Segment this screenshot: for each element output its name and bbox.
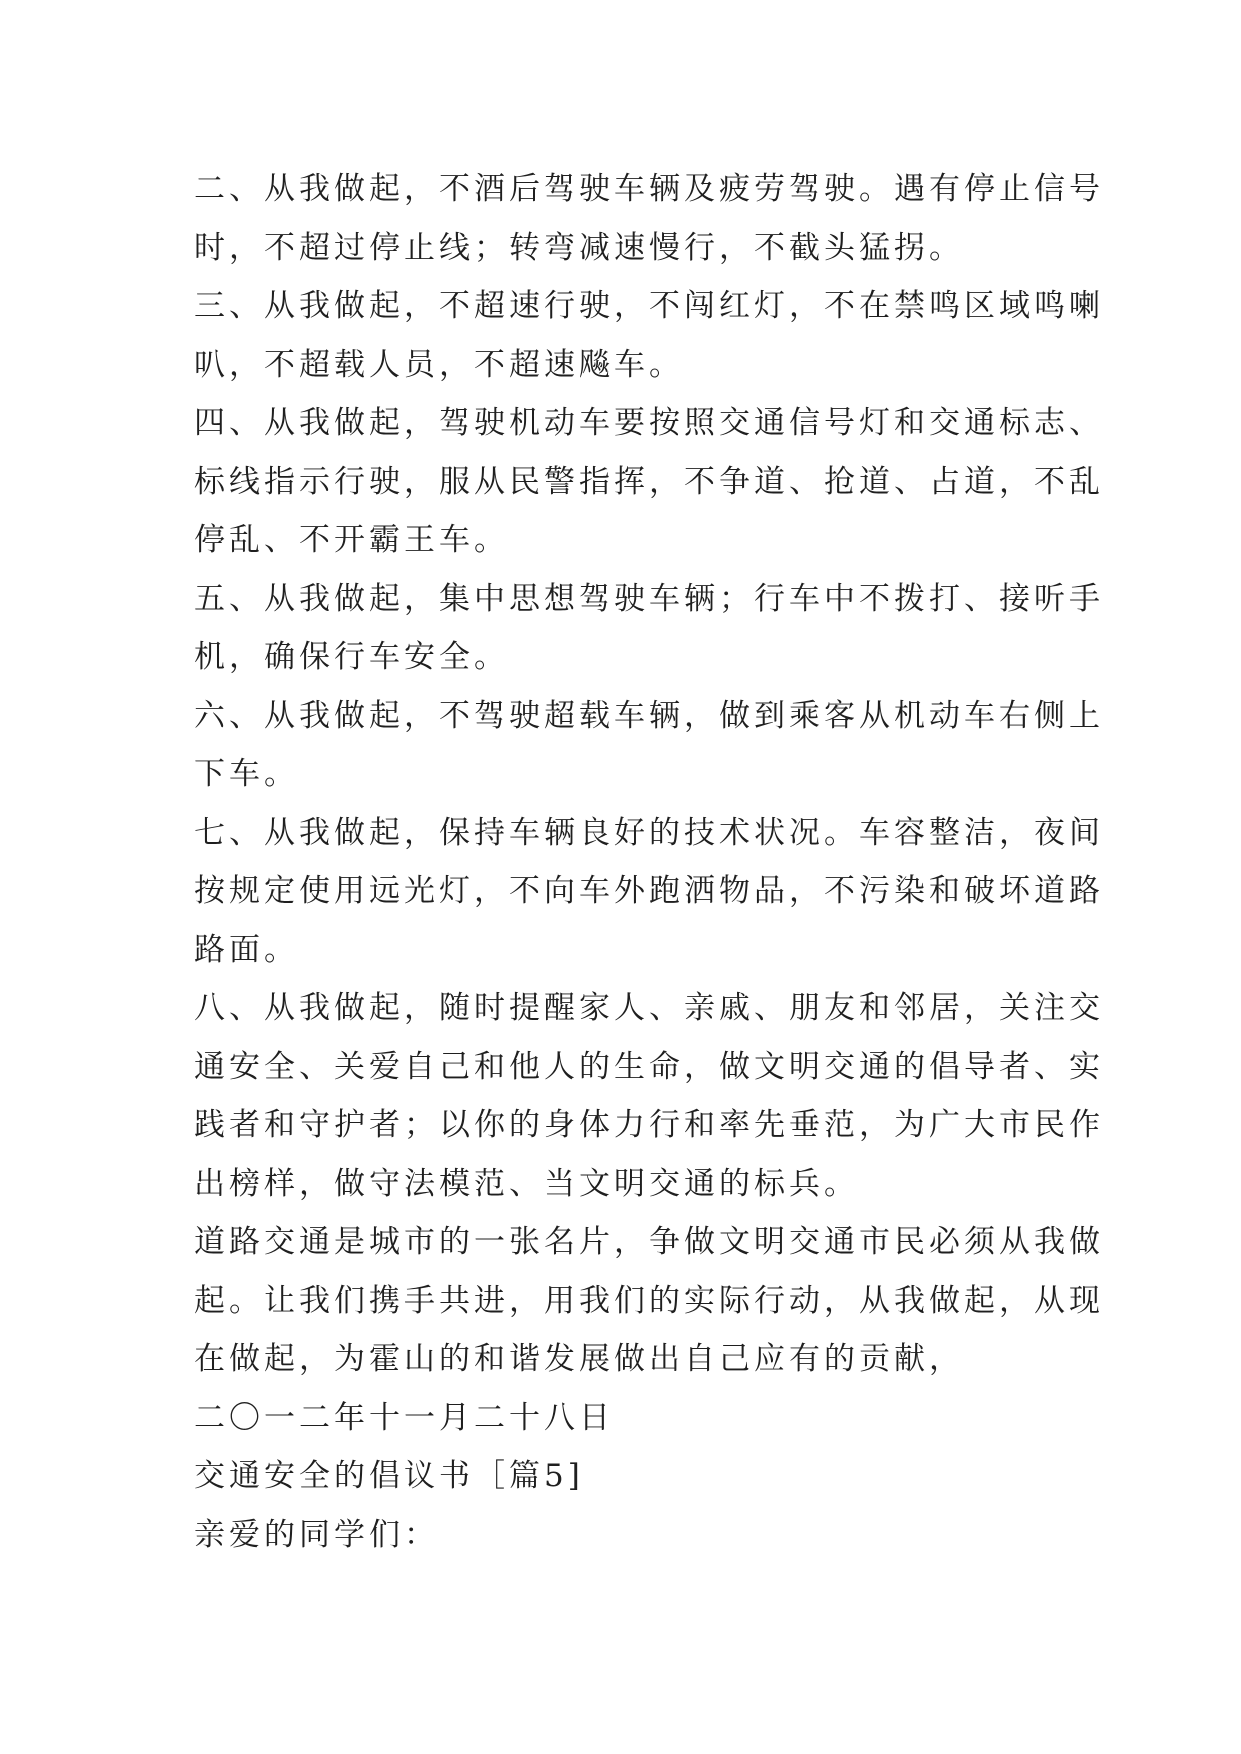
text-line: 三、从我做起，不超速行驶，不闯红灯，不在禁鸣区域鸣喇 [194, 288, 1104, 324]
text-line: 路面。 [194, 931, 299, 968]
text-line: 七、从我做起，保持车辆良好的技术状况。车容整洁，夜间 [194, 814, 1104, 851]
section-title: 交通安全的倡议书［篇5] [194, 1458, 584, 1494]
text-line: 四、从我做起，驾驶机动车要按照交通信号灯和交通标志、 [194, 405, 1104, 441]
text-line: 按规定使用远光灯，不向车外跑洒物品，不污染和破坏道路 [194, 873, 1104, 909]
salutation: 亲爱的同学们： [194, 1516, 439, 1553]
text-line: 标线指示行驶，服从民警指挥，不争道、抢道、占道，不乱 [194, 463, 1104, 500]
text-line: 通安全、关爱自己和他人的生命，做文明交通的倡导者、实 [194, 1048, 1104, 1085]
text-line: 八、从我做起，随时提醒家人、亲戚、朋友和邻居，关注交 [194, 990, 1104, 1026]
text-line: 五、从我做起，集中思想驾驶车辆；行车中不拨打、接听手 [194, 580, 1104, 617]
document-body [194, 160, 1104, 1564]
text-line: 停乱、不开霸王车。 [194, 522, 509, 558]
text-line: 道路交通是城市的一张名片，争做文明交通市民必须从我做 [194, 1224, 1104, 1260]
text-line: 起。让我们携手共进，用我们的实际行动，从我做起，从现 [194, 1282, 1104, 1319]
text-line: 叭，不超载人员，不超速飚车。 [194, 346, 684, 383]
text-line: 在做起，为霍山的和谐发展做出自己应有的贡献， [194, 1341, 964, 1377]
text-line: 六、从我做起，不驾驶超载车辆，做到乘客从机动车右侧上 [194, 697, 1104, 734]
text-line: 出榜样，做守法模范、当文明交通的标兵。 [194, 1165, 859, 1202]
text-line: 时，不超过停止线；转弯减速慢行，不截头猛拐。 [194, 229, 964, 266]
text-line: 下车。 [194, 756, 299, 792]
text-line: 践者和守护者；以你的身体力行和率先垂范，为广大市民作 [194, 1107, 1104, 1143]
date-line: 二〇一二年十一月二十八日 [194, 1399, 614, 1436]
text-line: 机，确保行车安全。 [194, 639, 509, 675]
text-line: 二、从我做起，不酒后驾驶车辆及疲劳驾驶。遇有停止信号 [194, 171, 1104, 207]
